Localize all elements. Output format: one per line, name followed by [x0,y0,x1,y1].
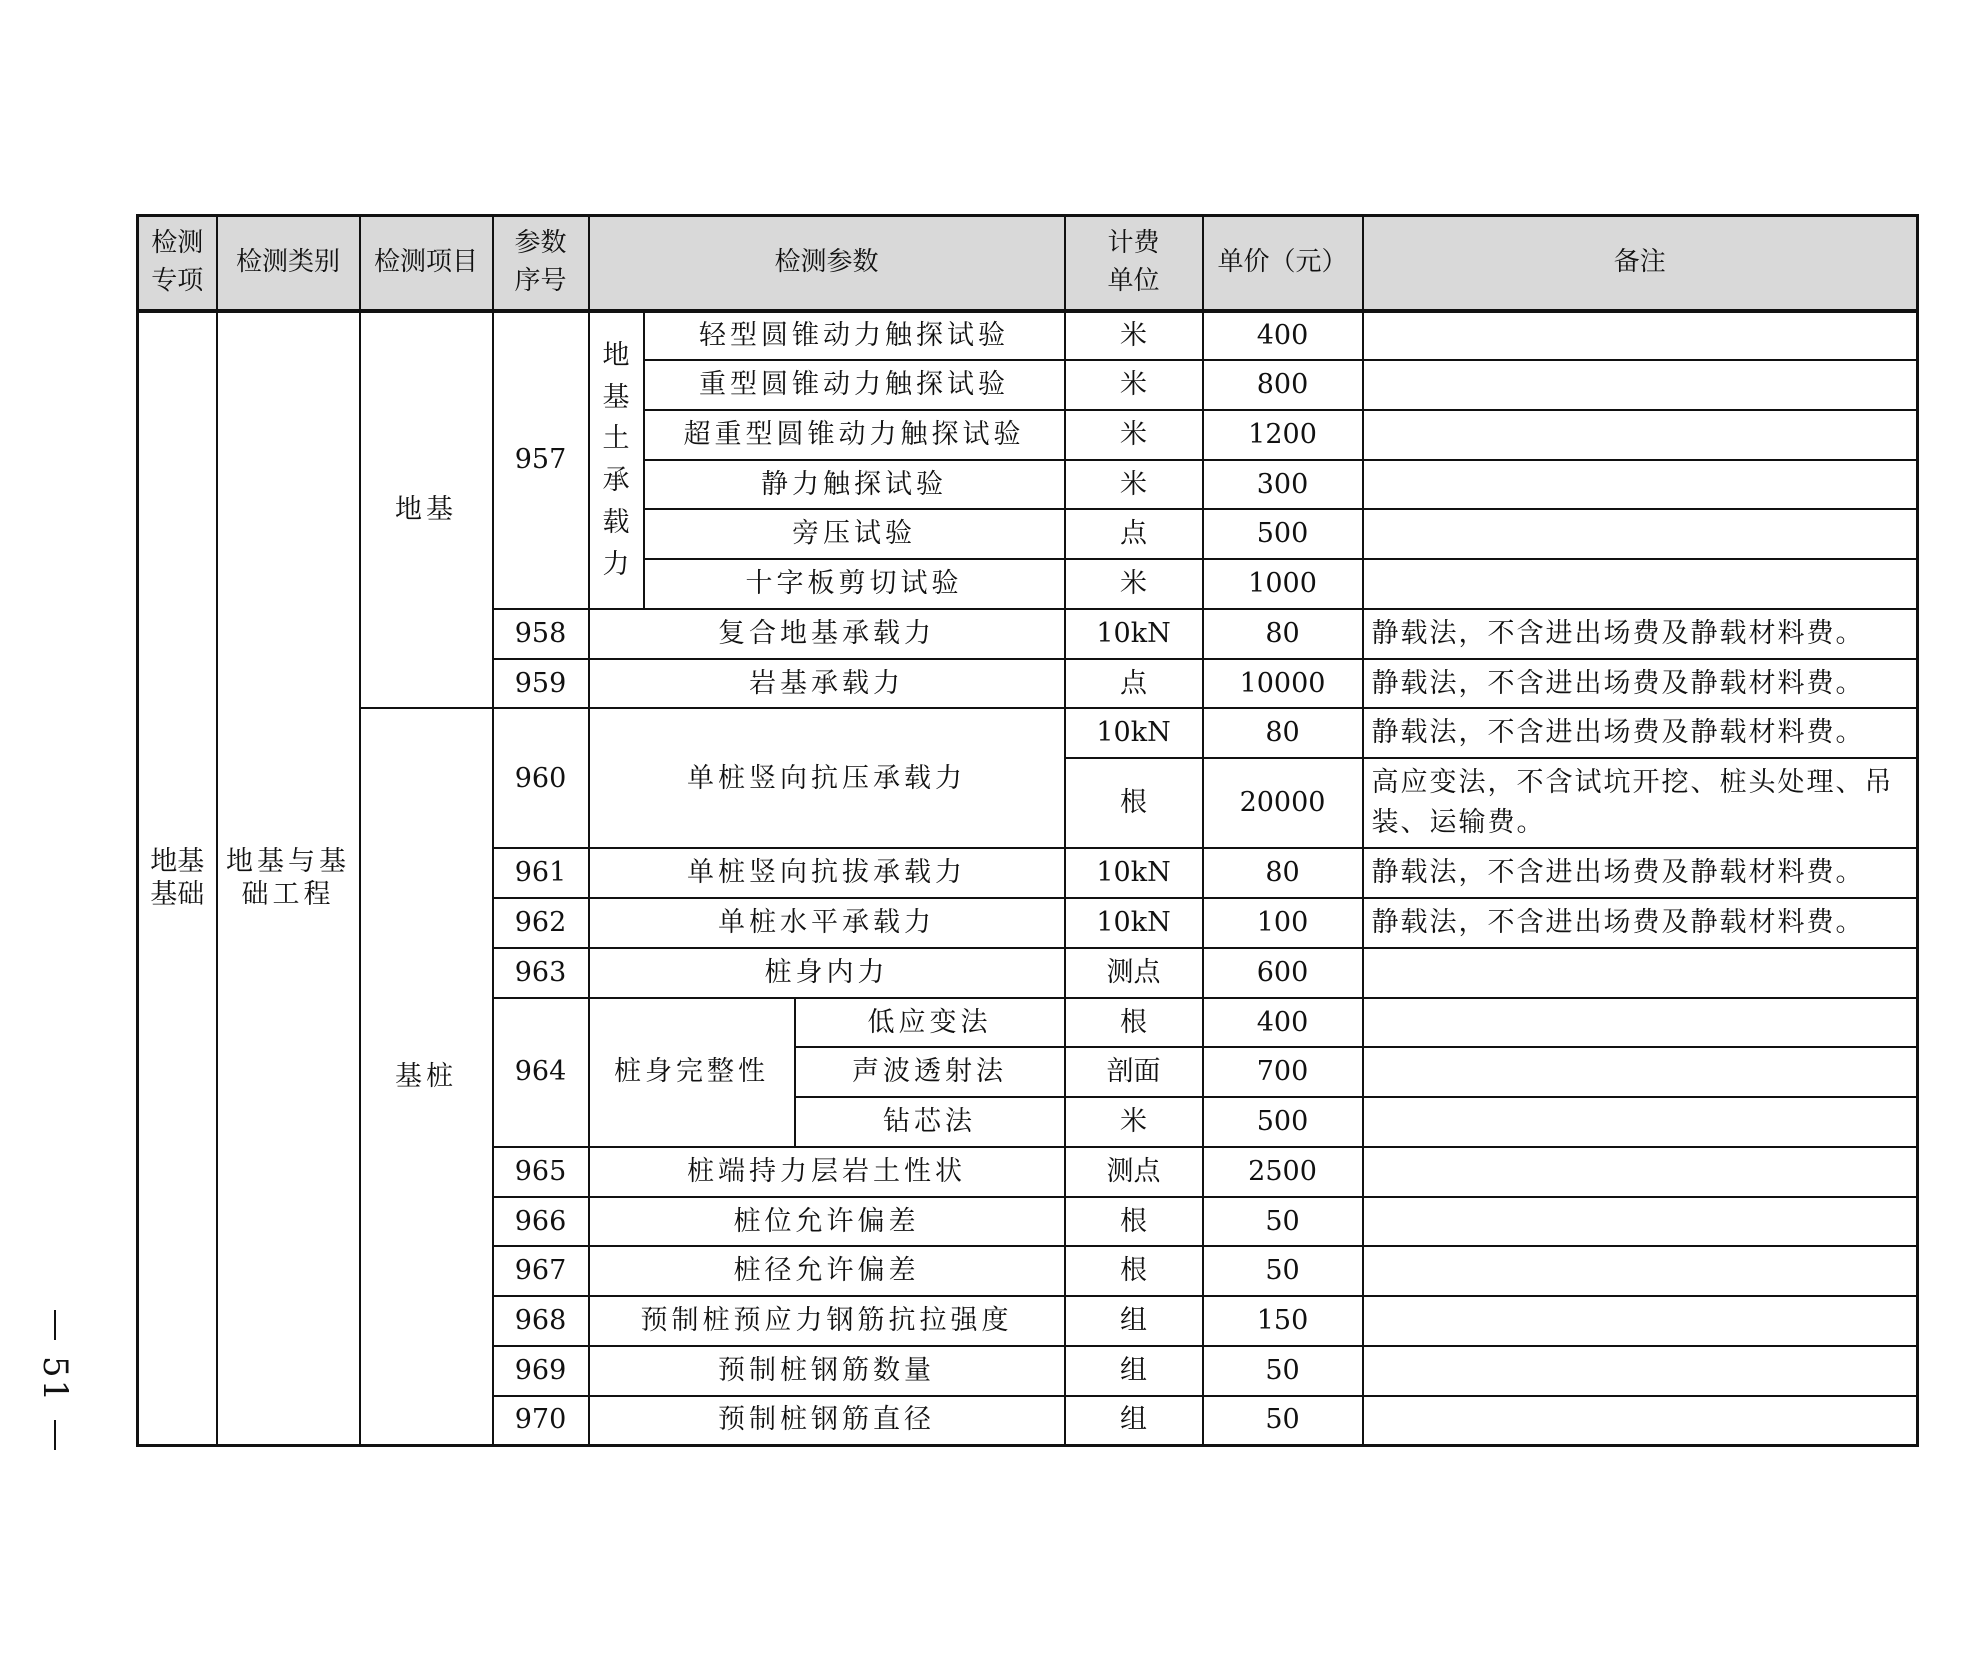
note-968 [1363,1296,1918,1346]
serial-959: 959 [493,659,589,709]
unit-957-3: 米 [1065,410,1203,460]
unit-960-2: 根 [1065,758,1203,848]
note-958: 静载法，不含进出场费及静载材料费。 [1363,609,1918,659]
price-970: 50 [1203,1396,1363,1446]
param-957-6: 十字板剪切试验 [644,559,1065,609]
serial-967: 967 [493,1246,589,1296]
price-964-3: 500 [1203,1097,1363,1147]
header-serial: 参数序号 [493,216,589,311]
price-965: 2500 [1203,1147,1363,1197]
note-967 [1363,1246,1918,1296]
param-960: 单桩竖向抗压承载力 [589,708,1065,848]
param-969: 预制桩钢筋数量 [589,1346,1065,1396]
serial-961: 961 [493,848,589,898]
unit-969: 组 [1065,1346,1203,1396]
header-row [138,216,1918,311]
param-964: 桩身完整性 [589,998,795,1147]
item-pile: 基桩 [360,708,493,1445]
unit-957-4: 米 [1065,460,1203,510]
param-957-5: 旁压试验 [644,509,1065,559]
note-969 [1363,1346,1918,1396]
note-957-3 [1363,410,1918,460]
fee-table [136,214,1919,1447]
param-965: 桩端持力层岩土性状 [589,1147,1065,1197]
note-960-2: 高应变法，不含试坑开挖、桩头处理、吊装、运输费。 [1363,758,1918,848]
param-957-4: 静力触探试验 [644,460,1065,510]
unit-960-1: 10kN [1065,708,1203,758]
note-957-1 [1363,311,1918,361]
serial-970: 970 [493,1396,589,1446]
note-957-4 [1363,460,1918,510]
param-968: 预制桩预应力钢筋抗拉强度 [589,1296,1065,1346]
note-964-1 [1363,998,1918,1048]
param-957-3: 超重型圆锥动力触探试验 [644,410,1065,460]
header-special: 检测专项 [138,216,217,311]
serial-962: 962 [493,898,589,948]
page-dash-top [54,1310,56,1340]
param-967: 桩径允许偏差 [589,1246,1065,1296]
note-966 [1363,1197,1918,1247]
unit-959: 点 [1065,659,1203,709]
unit-957-6: 米 [1065,559,1203,609]
serial-965: 965 [493,1147,589,1197]
serial-957: 957 [493,311,589,609]
price-960-2: 20000 [1203,758,1363,848]
price-961: 80 [1203,848,1363,898]
unit-968: 组 [1065,1296,1203,1346]
price-964-1: 400 [1203,998,1363,1048]
serial-966: 966 [493,1197,589,1247]
note-957-5 [1363,509,1918,559]
header-unit: 计费单位 [1065,216,1203,311]
param-962: 单桩水平承载力 [589,898,1065,948]
param-961: 单桩竖向抗拔承载力 [589,848,1065,898]
price-957-5: 500 [1203,509,1363,559]
method-964-3: 钻芯法 [795,1097,1065,1147]
price-966: 50 [1203,1197,1363,1247]
param-963: 桩身内力 [589,948,1065,998]
note-962: 静载法，不含进出场费及静载材料费。 [1363,898,1918,948]
note-957-6 [1363,559,1918,609]
price-959: 10000 [1203,659,1363,709]
unit-966: 根 [1065,1197,1203,1247]
method-964-1: 低应变法 [795,998,1065,1048]
serial-960: 960 [493,708,589,848]
note-963 [1363,948,1918,998]
price-958: 80 [1203,609,1363,659]
param-957-2: 重型圆锥动力触探试验 [644,360,1065,410]
serial-958: 958 [493,609,589,659]
page-dash-bottom [54,1420,56,1450]
note-964-3 [1363,1097,1918,1147]
price-969: 50 [1203,1346,1363,1396]
header-param: 检测参数 [589,216,1065,311]
note-959: 静载法，不含进出场费及静载材料费。 [1363,659,1918,709]
note-960-1: 静载法，不含进出场费及静载材料费。 [1363,708,1918,758]
unit-970: 组 [1065,1396,1203,1446]
header-price: 单价（元） [1203,216,1363,311]
note-965 [1363,1147,1918,1197]
page-number-text: 51 [35,1356,75,1404]
unit-965: 测点 [1065,1147,1203,1197]
method-964-2: 声波透射法 [795,1047,1065,1097]
serial-964: 964 [493,998,589,1147]
param-959: 岩基承载力 [589,659,1065,709]
price-957-6: 1000 [1203,559,1363,609]
table-row [138,311,1918,361]
unit-957-5: 点 [1065,509,1203,559]
param-958: 复合地基承载力 [589,609,1065,659]
header-note: 备注 [1363,216,1918,311]
unit-964-3: 米 [1065,1097,1203,1147]
page-number [30,1310,80,1450]
special-cell: 地基基础 [138,311,217,1446]
unit-963: 测点 [1065,948,1203,998]
note-964-2 [1363,1047,1918,1097]
note-957-2 [1363,360,1918,410]
header-item: 检测项目 [360,216,493,311]
param-970: 预制桩钢筋直径 [589,1396,1065,1446]
price-957-1: 400 [1203,311,1363,361]
unit-967: 根 [1065,1246,1203,1296]
header-category: 检测类别 [217,216,360,311]
unit-957-1: 米 [1065,311,1203,361]
price-963: 600 [1203,948,1363,998]
param-957-1: 轻型圆锥动力触探试验 [644,311,1065,361]
note-961: 静载法，不含进出场费及静载材料费。 [1363,848,1918,898]
unit-958: 10kN [1065,609,1203,659]
param-966: 桩位允许偏差 [589,1197,1065,1247]
price-957-3: 1200 [1203,410,1363,460]
unit-961: 10kN [1065,848,1203,898]
unit-964-2: 剖面 [1065,1047,1203,1097]
price-968: 150 [1203,1296,1363,1346]
note-970 [1363,1396,1918,1446]
item-foundation: 地基 [360,311,493,709]
price-957-4: 300 [1203,460,1363,510]
price-957-2: 800 [1203,360,1363,410]
price-962: 100 [1203,898,1363,948]
category-cell: 地基与基础工程 [217,311,360,1446]
unit-964-1: 根 [1065,998,1203,1048]
sub-label-957: 地基土承载力 [589,311,644,609]
serial-963: 963 [493,948,589,998]
price-960-1: 80 [1203,708,1363,758]
serial-969: 969 [493,1346,589,1396]
table-row [138,708,1918,758]
unit-962: 10kN [1065,898,1203,948]
serial-968: 968 [493,1296,589,1346]
price-964-2: 700 [1203,1047,1363,1097]
unit-957-2: 米 [1065,360,1203,410]
price-967: 50 [1203,1246,1363,1296]
